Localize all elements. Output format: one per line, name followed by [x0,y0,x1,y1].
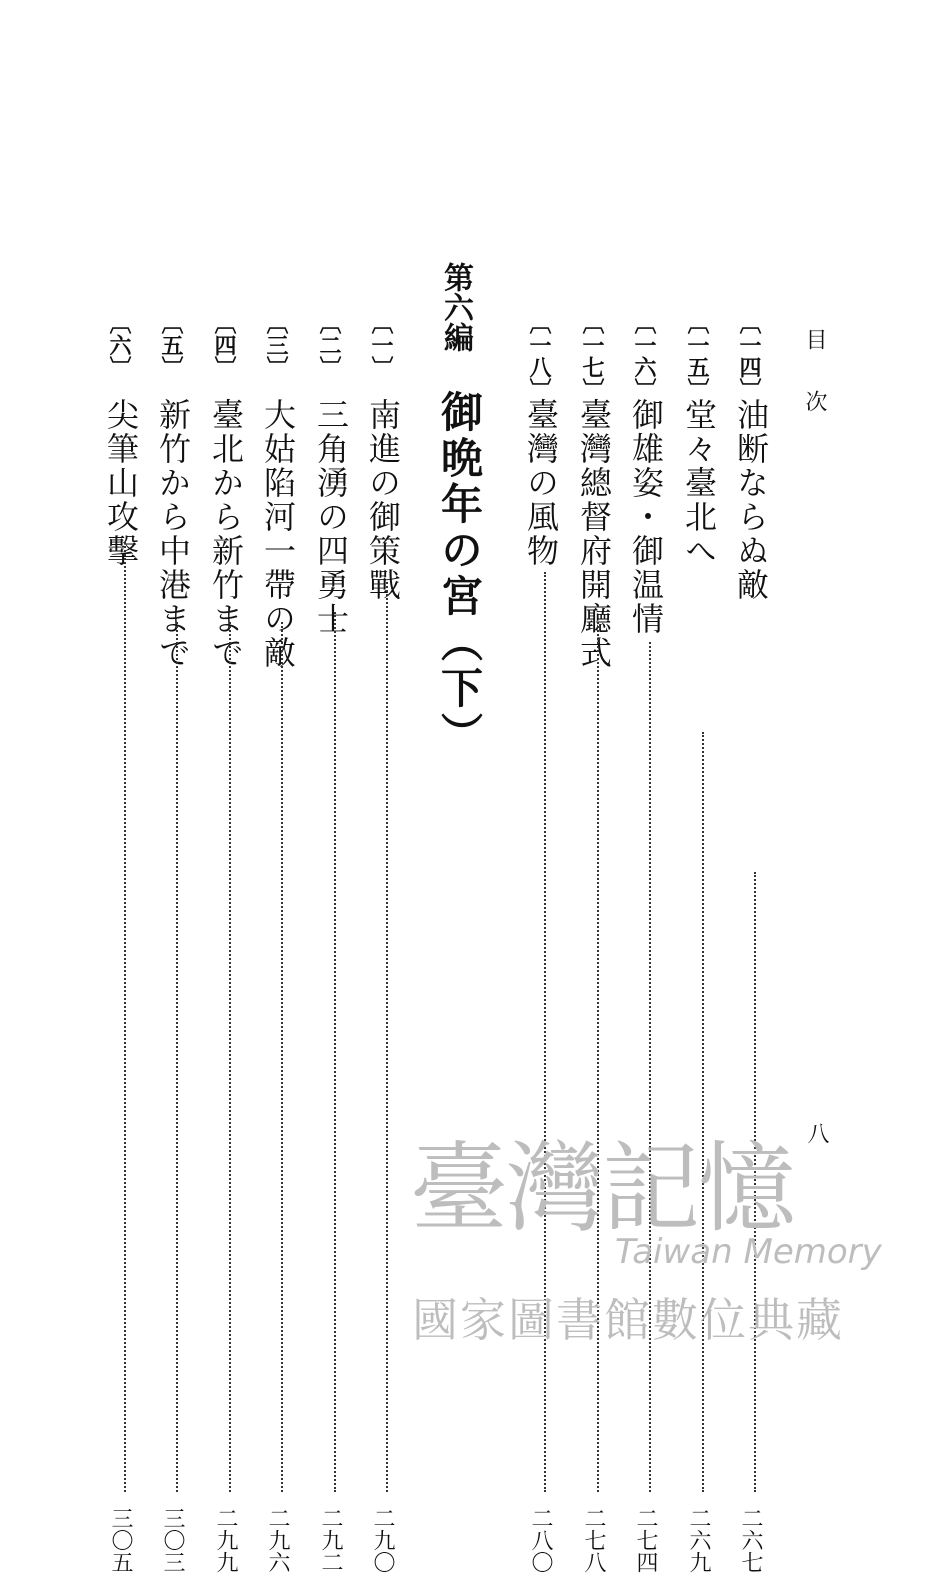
page-number: 八 [804,1122,829,1144]
dot-leader [229,622,231,1492]
entry-title: 臺灣の風物 [522,398,560,568]
entry-title: 三角湧の四勇士 [312,398,350,636]
entry-number: 〔六〕 [106,312,131,378]
dot-leader [649,642,651,1492]
entry-title: 油断ならぬ敵 [732,398,770,602]
entry-number: 〔一五〕 [684,312,709,400]
entry-number: 〔一〕 [368,312,393,378]
toc-header-title: 目次 [802,328,827,452]
dot-leader [386,582,388,1492]
entry-page: 二九六 [265,1507,290,1573]
dot-leader [544,572,546,1492]
entry-number: 〔一六〕 [631,312,656,400]
entry-title: 新竹から中港まで [154,398,192,670]
dot-leader [334,612,336,1492]
entry-number: 〔三〕 [263,312,288,378]
entry-page: 二七四 [633,1507,658,1573]
part-label: 第六編 [438,262,473,352]
entry-number: 〔五〕 [158,312,183,378]
watermark-english: Taiwan Memory [615,1232,882,1272]
entry-page: 二七八 [581,1507,606,1573]
entry-page: 二六九 [686,1507,711,1573]
entry-title: 御雄姿・御温情 [627,398,665,636]
toc-entry-1[interactable] [364,312,407,1573]
entry-title: 臺灣總督府開廳式 [575,398,613,670]
entry-title: 大姑陷河一帶の敵 [259,398,297,670]
toc-entry-2[interactable] [312,312,355,1573]
entry-title: 南進の御策戰 [364,398,402,602]
toc-entry-3[interactable] [259,312,302,1573]
entry-page: 二八〇 [528,1507,553,1573]
entry-page: 三〇三 [160,1507,185,1573]
dot-leader [597,622,599,1492]
entry-title: 臺北から新竹まで [207,398,245,670]
entry-title: 尖筆山攻擊 [102,398,140,568]
entry-number: 〔一四〕 [736,312,761,400]
watermark-chinese: 臺灣記憶 [410,1132,795,1246]
part-title: 御晩年の宮（下） [435,390,484,758]
toc-entry-6[interactable] [102,312,145,1573]
entry-number: 〔一八〕 [526,312,551,400]
entry-page: 三〇五 [108,1507,133,1573]
entry-page: 二九九 [213,1507,238,1573]
entry-title: 堂々臺北へ [680,398,718,568]
dot-leader [124,542,126,1492]
entry-page: 二九〇 [370,1507,395,1573]
entry-number: 〔四〕 [211,312,236,378]
entry-page: 二九二 [318,1507,343,1573]
entry-number: 〔一七〕 [579,312,604,400]
toc-entry-4[interactable] [207,312,250,1573]
entry-page: 二六七 [738,1507,763,1573]
dot-leader [281,622,283,1492]
entry-number: 〔二〕 [316,312,341,378]
toc-entry-5[interactable] [154,312,197,1573]
watermark-library: 國家圖書館數位典藏 [412,1293,844,1347]
dot-leader [176,622,178,1492]
